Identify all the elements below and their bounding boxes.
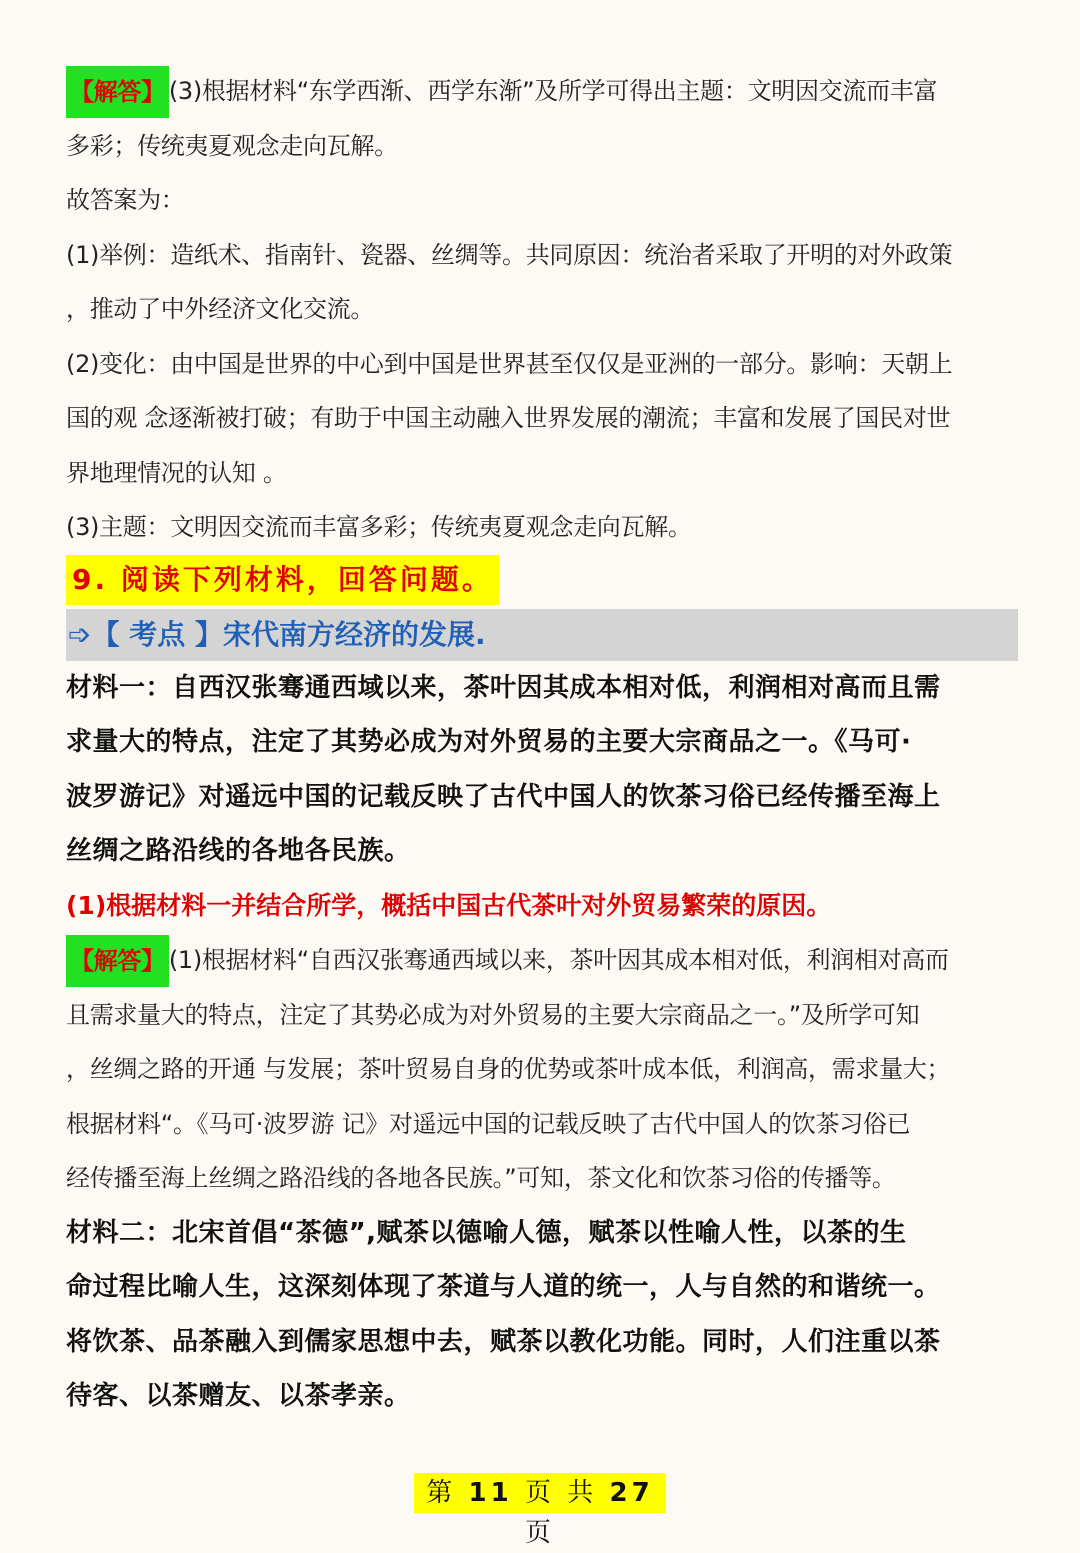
text-line: 故答案为：	[66, 186, 185, 214]
page-number-footer	[414, 1473, 666, 1548]
text-line: 根据材料“。《马可·波罗游 记》对遥远中国的记载反映了古代中国人的饮茶习俗已	[66, 1109, 911, 1138]
total-page-number: 27	[609, 1478, 654, 1508]
answer-text: (1)根据材料“自西汉张骞通西域以来，茶叶因其成本相对低，利润相对高而	[168, 946, 949, 974]
document-page	[66, 64, 1016, 1424]
text-line: 多彩；传统夷夏观念走向瓦解。	[66, 131, 398, 160]
text-line: (3)主题：文明因交流而丰富多彩；传统夷夏观念走向瓦解。	[66, 513, 692, 541]
kaodian-bar: ➩【 考点 】宋代南方经济的发展.	[66, 609, 1018, 661]
question-heading-row	[66, 555, 1016, 609]
text-line: ，推动了中外经济文化交流。	[66, 295, 375, 323]
sub-question: (1)根据材料一并结合所学，概括中国古代茶叶对外贸易繁荣的原因。	[66, 890, 832, 920]
material-line: 命过程比喻人生，这深刻体现了茶道与人道的统一，人与自然的和谐统一。	[66, 1272, 941, 1302]
footer-suffix: 页	[524, 1518, 555, 1548]
material-line: 待客、以茶赠友、以茶孝亲。	[66, 1381, 411, 1411]
text-line: (2)变化：由中国是世界的中心到中国是世界甚至仅仅是亚洲的一部分。影响：天朝上	[66, 349, 953, 378]
text-line: 国的观 念逐渐被打破；有助于中国主动融入世界发展的潮流；丰富和发展了国民对世	[66, 404, 951, 432]
material-line: 材料二：北宋首倡“茶德”,赋茶以德喻人德，赋茶以性喻人性，以茶的生	[66, 1217, 907, 1248]
current-page-number: 11	[468, 1478, 513, 1508]
material-line: 材料一：自西汉张骞通西域以来，茶叶因其成本相对低，利润相对高而且需	[66, 672, 941, 703]
material-line: 将饮茶、品茶融入到儒家思想中去，赋茶以教化功能。同时，人们注重以茶	[66, 1326, 941, 1357]
answer-tag: 【解答】	[66, 66, 169, 118]
text-line: 界地理情况的认知 。	[66, 458, 287, 487]
material-line: 波罗游记》对遥远中国的记载反映了古代中国人的饮茶习俗已经传播至海上	[66, 781, 941, 812]
text-line: 且需求量大的特点，注定了其势必成为对外贸易的主要大宗商品之一。”及所学可知	[66, 1000, 920, 1029]
material-line: 丝绸之路沿线的各地各民族。	[66, 836, 411, 866]
answer-tag: 【解答】	[66, 935, 169, 987]
footer-prefix: 第	[426, 1478, 457, 1508]
question-heading: 9. 阅读下列材料，回答问题。	[66, 555, 499, 605]
text-line: 经传播至海上丝绸之路沿线的各地各民族。”可知，茶文化和饮茶习俗的传播等。	[66, 1164, 896, 1192]
answer-line	[66, 933, 1016, 988]
answer-text: (3)根据材料“东学西渐、西学东渐”及所学可得出主题：文明因交流而丰富	[168, 77, 938, 105]
answer-line	[66, 64, 1016, 119]
material-line: 求量大的特点，注定了其势必成为对外贸易的主要大宗商品之一。《马可·	[66, 727, 912, 757]
text-line: (1)举例：造纸术、指南针、瓷器、丝绸等。共同原因：统治者采取了开明的对外政策	[66, 240, 953, 269]
text-line: ，丝绸之路的开通 与发展；茶叶贸易自身的优势或茶叶成本低，利润高，需求量大；	[66, 1055, 951, 1083]
footer-middle: 页 共	[525, 1478, 598, 1508]
